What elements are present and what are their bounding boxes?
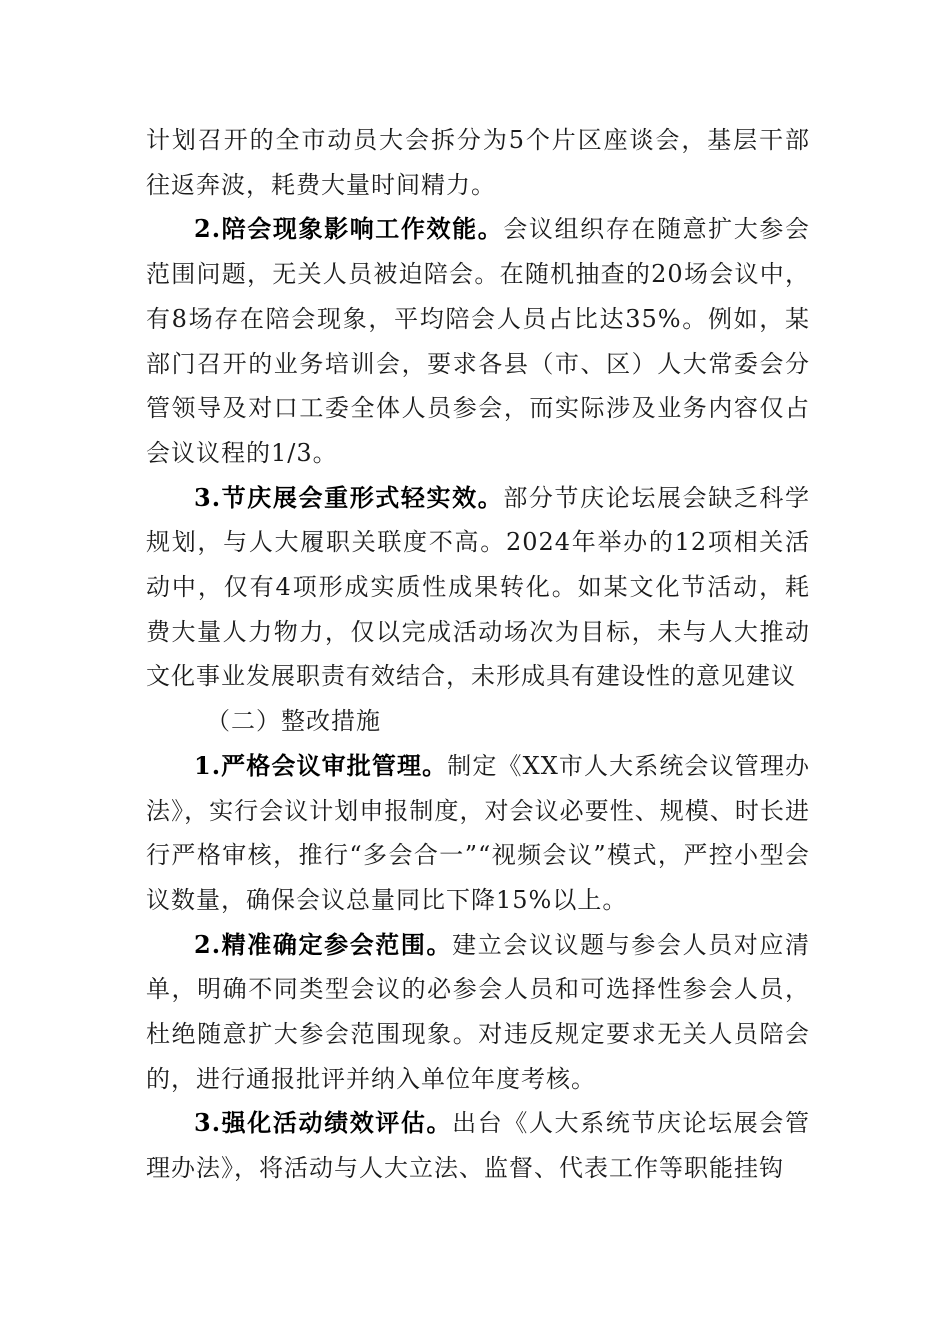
paragraph-text: 计划召开的全市动员大会拆分为5个片区座谈会，基层干部往返奔波，耗费大量时间精力。 <box>146 126 810 199</box>
paragraph-heading: 3.强化活动绩效评估。 <box>194 1108 453 1138</box>
paragraph-heading: 1.严格会议审批管理。 <box>194 750 448 780</box>
paragraph-text: 出台《人大系统节庆论坛展会管理办法》，将活动与人大立法、监督、代表工作等职能挂钩 <box>146 1109 811 1183</box>
paragraph-heading: 3.节庆展会重形式轻实效。 <box>194 482 504 512</box>
paragraph-text: 建立会议议题与参会人员对应清单，明确不同类型会议的必参会人员和可选择性参会人员，杜绝随意扩大参会范围现象。对违反规定要求无关人员陪会的，进行通报批评并纳入单位年度考核。 <box>146 930 811 1093</box>
paragraph-festival-events <box>146 476 810 700</box>
paragraph-continuation <box>146 118 810 207</box>
paragraph-text: 部分节庆论坛展会缺乏科学规划，与人大履职关联度不高。2024年举办的12项相关活动中，仅有4项形成实质性成果转化。如某文化节活动，耗费大量人力物力，仅以完成活动场次为目标，未与人大推动文化事业发展职责有效结合，未形成具有建设性的意见建议 <box>146 483 810 691</box>
document-body <box>146 118 810 1191</box>
section-subheading <box>146 699 810 744</box>
paragraph-accompany-meetings <box>146 207 810 475</box>
paragraph-performance-evaluation <box>146 1101 810 1190</box>
paragraph-heading: 2.陪会现象影响工作效能。 <box>194 214 504 244</box>
paragraph-meeting-approval <box>146 744 810 923</box>
paragraph-heading: 2.精准确定参会范围。 <box>194 929 453 959</box>
paragraph-text: 会议组织存在随意扩大参会范围问题，无关人员被迫陪会。在随机抽查的20场会议中，有8场存在陪会现象，平均陪会人员占比达35%。例如，某部门召开的业务培训会，要求各县（市、区）人大常委会分管领导及对口工委全体人员参会，而实际涉及业务内容仅占会议议程的1/3。 <box>146 215 810 467</box>
paragraph-attendee-scope <box>146 923 810 1102</box>
subheading-text: （二）整改措施 <box>206 707 381 736</box>
paragraph-text: 制定《XX市人大系统会议管理办法》，实行会议计划申报制度，对会议必要性、规模、时长进行严格审核，推行“多会合一”“视频会议”模式，严控小型会议数量，确保会议总量同比下降15%以上。 <box>146 751 810 914</box>
